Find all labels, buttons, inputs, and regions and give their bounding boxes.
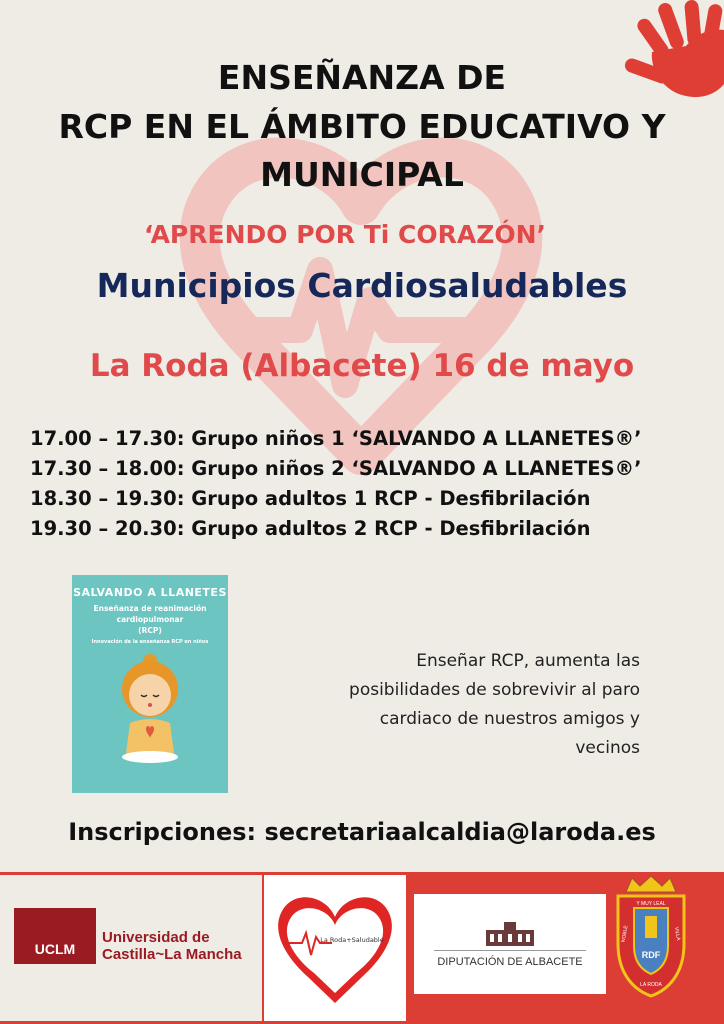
place-date: La Roda (Albacete) 16 de mayo [89, 348, 635, 384]
title-line-2: RCP EN EL ÁMBITO EDUCATIVO Y [58, 107, 666, 146]
book-cover [72, 575, 228, 793]
program-heading: Municipios Cardiosaludables [96, 266, 628, 305]
book-subtitle-2: cardiopulmonar [116, 615, 184, 624]
registration-email[interactable]: Inscripciones: secretariaalcaldia@laroda.es [68, 818, 656, 846]
book-subtitle-3: (RCP) [138, 626, 162, 635]
coat-of-arms-icon [612, 874, 690, 998]
child-illustration-icon [112, 653, 188, 765]
schedule-item: 19.30 – 20.30: Grupo adultos 2 RCP - Desfibrilación [30, 517, 591, 540]
title-line-3: MUNICIPAL [260, 155, 464, 194]
uclm-logo-mark: UCLM [14, 908, 96, 964]
schedule-item: 17.00 – 17.30: Grupo niños 1 ‘SALVANDO A LLANETES®’ [30, 427, 642, 450]
schedule-item: 17.30 – 18.00: Grupo niños 2 ‘SALVANDO A LLANETES®’ [30, 457, 642, 480]
quote-line: vecinos [575, 738, 640, 758]
book-subtitle-1: Enseñanza de reanimación [93, 604, 207, 613]
title-line-1: ENSEÑANZA DE [217, 58, 507, 97]
coat-motto-bottom: LA RODA [640, 982, 662, 988]
schedule-item: 18.30 – 19.30: Grupo adultos 1 RCP - Desfibrilación [30, 487, 591, 510]
book-title: SALVANDO A LLANETES [73, 586, 227, 599]
uclm-name [102, 929, 242, 963]
heart-logo-label: La Roda+Saludable [320, 936, 384, 944]
coat-letters: RDF [641, 950, 661, 960]
diputacion-logo [414, 894, 606, 994]
building-icon [484, 920, 536, 948]
coat-motto-right: VILLA [672, 926, 682, 942]
quote-line: cardiaco de nuestros amigos y [379, 709, 640, 729]
quote-line: Enseñar RCP, aumenta las [416, 651, 640, 671]
campaign-subtitle: ‘APRENDO POR Ti CORAZÓN’ [143, 220, 547, 249]
heart-icon [264, 875, 406, 1021]
schedule-list [30, 424, 642, 544]
diputacion-name: DIPUTACIÓN DE ALBACETE [437, 956, 583, 968]
coat-motto-top: Y MUY LEAL [636, 901, 666, 907]
quote-line: posibilidades de sobrevivir al paro [349, 680, 640, 700]
diputacion-divider [434, 950, 586, 951]
uclm-name-line: Universidad de [102, 929, 210, 946]
la-roda-saludable-logo [264, 875, 406, 1021]
coat-motto-left: NOBLE [620, 924, 630, 943]
book-tagline: Innovación de la enseñanza RCP en niños [91, 639, 209, 645]
quote-text [300, 647, 640, 763]
uclm-name-line: Castilla~La Mancha [102, 946, 242, 963]
